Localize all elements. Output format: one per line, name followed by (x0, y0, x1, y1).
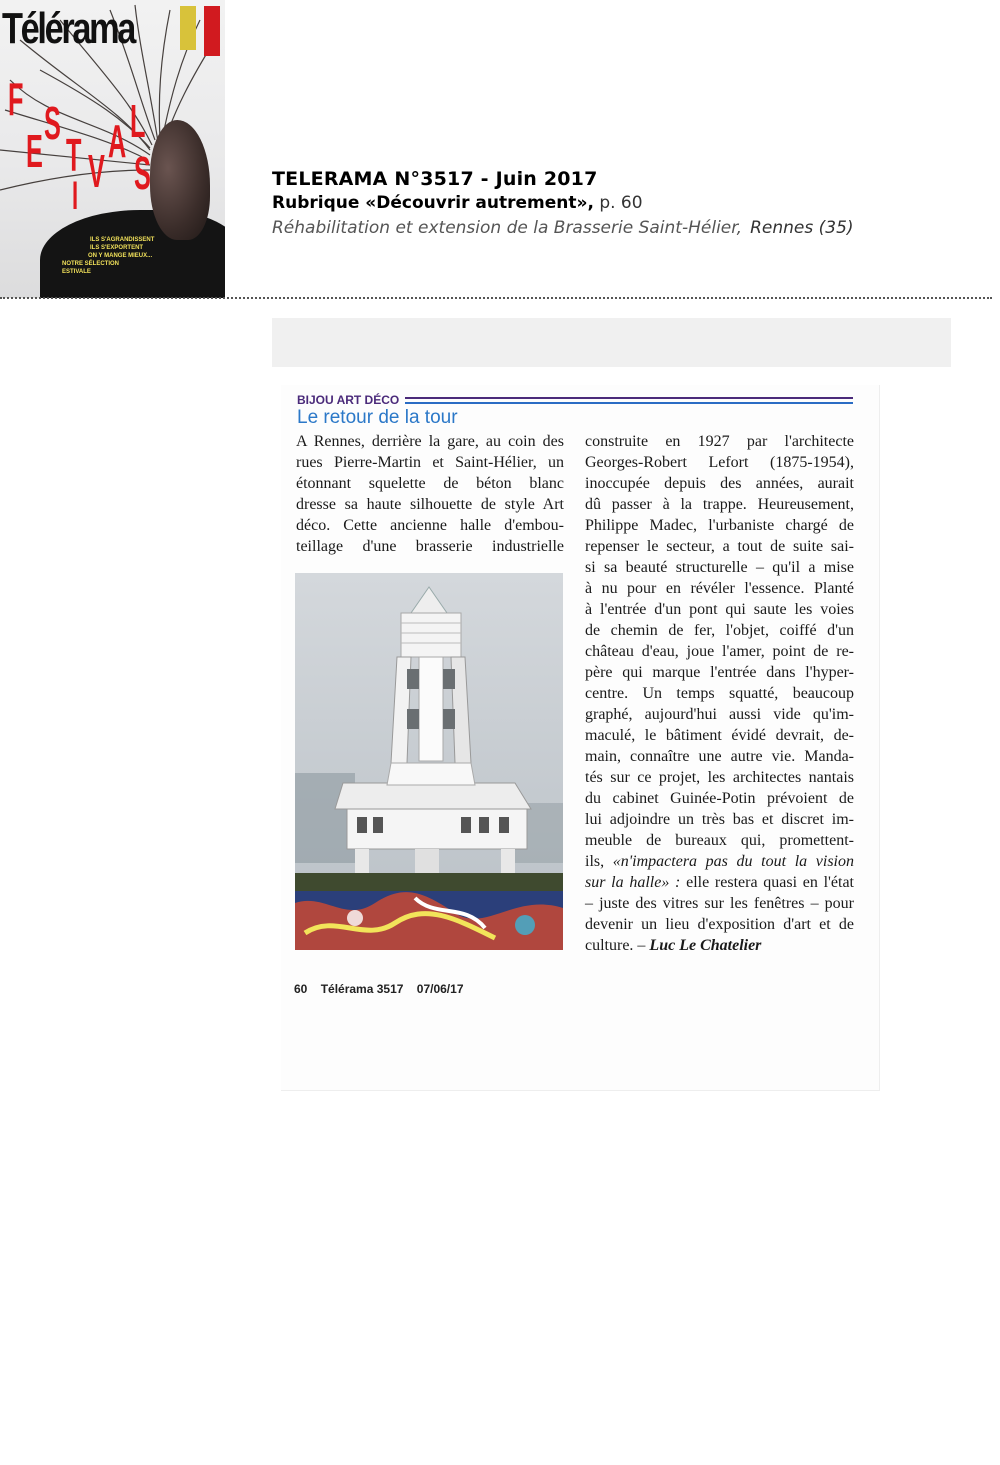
issue-title: TELERAMA N°3517 - Juin 2017 (272, 168, 598, 190)
grey-band (272, 318, 951, 367)
cover-teaser-line: ILS S'EXPORTENT (90, 245, 144, 251)
quote-prefix: ils, (585, 853, 613, 870)
article-column-2 (585, 431, 854, 956)
cover-teaser-line: ILS S'AGRANDISSENT (90, 237, 155, 243)
cover-letter-s: S (44, 97, 61, 149)
text-line: Georges-Robert Lefort (1875-1954), (585, 454, 854, 471)
text-line: devenir un lieu d'exposition d'art et de (585, 916, 854, 933)
text-line: centre. Un temps squatté, beaucoup (585, 685, 854, 702)
text-line: de chemin de fer, l'objet, coiffé d'un (585, 622, 854, 639)
text-line: château d'eau, joue l'amer, point de re- (585, 643, 854, 660)
article-column-1 (296, 431, 564, 557)
rubric-line (272, 193, 854, 218)
project-subject: Réhabilitation et extension de la Brasserie Saint-Hélier, (272, 218, 743, 238)
text-line: teillage d'une brasserie industrielle (296, 538, 564, 555)
text-line: – juste des vitres sur les fenêtres – pour (585, 895, 854, 912)
cover-teaser-line: ESTIVALE (62, 269, 91, 275)
cover-logo: Télérama (2, 4, 135, 53)
text-line: main, connaître une autre vie. Manda- (585, 748, 854, 765)
closing-line (585, 935, 854, 956)
quote-text: «n'impactera pas du tout la vision (612, 853, 854, 870)
text-line: meuble de bureaux qui, promettent- (585, 832, 854, 849)
cover-letter-a: A (108, 115, 127, 167)
subject-line (272, 218, 854, 238)
cover-teaser (62, 236, 154, 276)
cover-teaser-line: NOTRE SÉLECTION (62, 261, 120, 267)
text-line: dresse sa haute silhouette de style Art (296, 496, 564, 513)
folio-page: 60 (294, 982, 308, 996)
rubric-label: Rubrique «Découvrir autrement», (272, 193, 594, 213)
folio-date: 07/06/17 (416, 982, 464, 996)
text-line: repenser le secteur, a tout de suite sai- (585, 538, 854, 555)
quote-rest: elle restera quasi en l'état (680, 874, 854, 891)
closing-text: culture. – (585, 937, 650, 954)
quote-text: sur la halle» : (585, 874, 681, 891)
rubric-rule-blue (405, 402, 853, 404)
dotted-divider (0, 297, 992, 299)
cover-teaser-line: ON Y MANGE MIEUX... (88, 253, 153, 259)
article-author: Luc Le Chatelier (649, 937, 762, 954)
text-line: à nu pour en révéler l'essence. Planté (585, 580, 854, 597)
cover-side-label-red (204, 6, 220, 56)
text-line: lui adjoindre un très bas et discret im- (585, 811, 854, 828)
page-number: p. 60 (599, 193, 643, 213)
text-line: inoccupée depuis des années, aurait (585, 475, 854, 492)
text-line: Philippe Madec, l'urbaniste chargé de (585, 517, 854, 534)
text-line: rues Pierre-Martin et Saint-Hélier, un (296, 454, 564, 471)
quote-line (585, 851, 854, 872)
text-line: graphé, aujourd'hui aussi vide qu'im- (585, 706, 854, 723)
cover-letter-v: V (88, 145, 105, 197)
article-clipping (281, 385, 880, 1091)
quote-line (585, 872, 854, 893)
tower-photo (295, 573, 563, 950)
text-line: étonnant squelette de béton blanc (296, 475, 564, 492)
text-line: si sa beauté structurelle – qu'il a mise (585, 559, 854, 576)
text-line: père qui marque l'entrée dans l'hyper- (585, 664, 854, 681)
cover-letter-f: F (8, 73, 24, 125)
folio-magazine: Télérama 3517 (320, 982, 404, 996)
text-line: tés sur ce projet, les architectes nantais (585, 769, 854, 786)
page-folio (294, 982, 474, 996)
text-line: dû passer à la trappe. Heureusement, (585, 496, 854, 513)
cover-letter-i: I (72, 174, 79, 218)
cover-side-label (180, 6, 196, 50)
cover-letter-e: E (26, 125, 43, 177)
magazine-cover (0, 0, 225, 298)
cover-letter-s2: S (134, 147, 151, 199)
text-line: du cabinet Guinée-Potin prévoient de (585, 790, 854, 807)
text-line: A Rennes, derrière la gare, au coin des (296, 433, 564, 450)
article-title: Le retour de la tour (297, 407, 458, 428)
text-line: à l'entrée d'un pont qui saute les voies (585, 601, 854, 618)
press-reference (272, 168, 854, 238)
text-line: déco. Cette ancienne halle d'embou- (296, 517, 564, 534)
project-location: Rennes (35) (750, 218, 854, 238)
text-line: maculé, le bâtiment évidé devrait, de- (585, 727, 854, 744)
rubric-rule-purple (405, 397, 853, 399)
cover-letter-l: L (130, 95, 146, 147)
cover-letter-t: T (66, 129, 82, 181)
text-line: construite en 1927 par l'architecte (585, 433, 854, 450)
article-rubric: BIJOU ART DÉCO (297, 393, 400, 407)
